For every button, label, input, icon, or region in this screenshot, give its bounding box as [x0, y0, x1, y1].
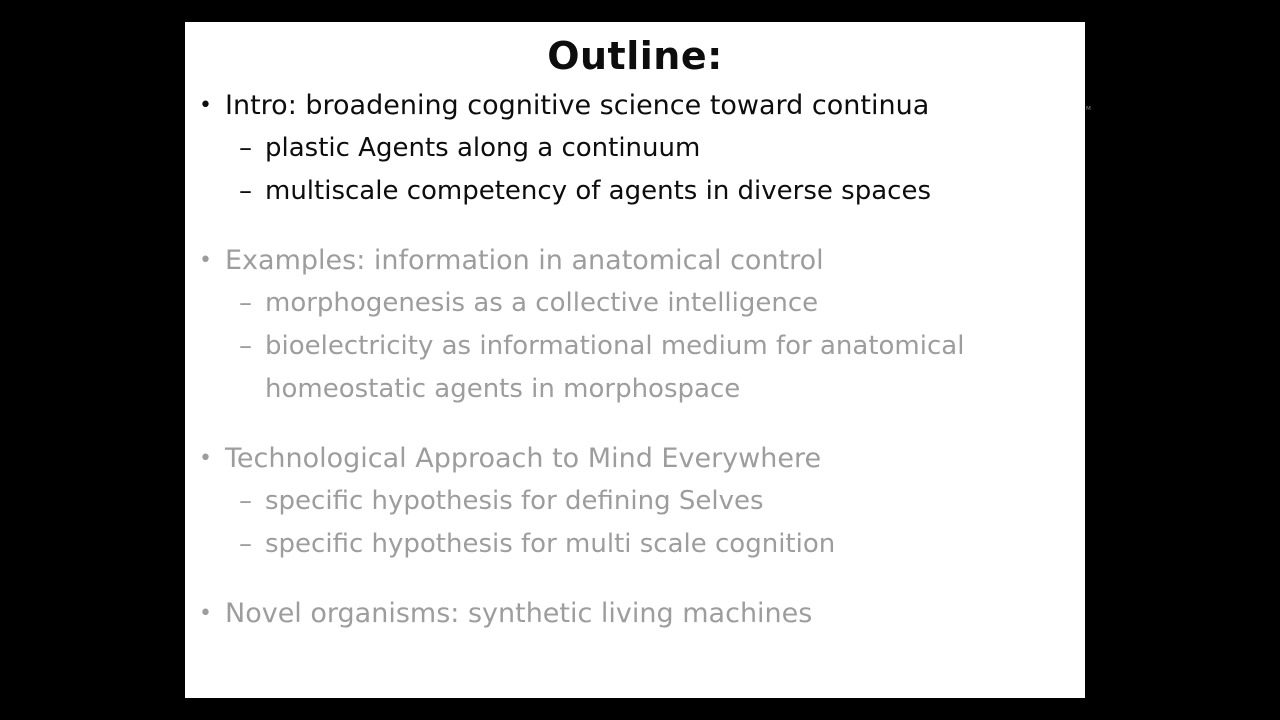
outline-sub-item-label: multiscale competency of agents in diverse spaces [265, 176, 931, 206]
outline-sub-item [239, 170, 1071, 213]
outline-heading [199, 239, 1071, 282]
outline-section-intro [199, 84, 1071, 213]
bullet-icon: • [199, 601, 212, 626]
bullet-icon: • [199, 93, 212, 118]
outline-sub-item-label: specific hypothesis for defining Selves [265, 486, 764, 516]
dash-icon: – [239, 486, 252, 516]
outline-sub-item [239, 523, 1071, 566]
dash-icon: – [239, 288, 252, 318]
outline-heading [199, 437, 1071, 480]
bullet-icon: • [199, 248, 212, 273]
outline-section-examples [199, 239, 1071, 411]
dash-icon: – [239, 331, 252, 361]
dash-icon: – [239, 133, 252, 163]
outline-sub-item-label: plastic Agents along a continuum [265, 133, 701, 163]
outline-heading [199, 592, 1071, 635]
outline-sub-item [239, 127, 1071, 170]
outline-heading [199, 84, 1071, 127]
outline-sub-item [239, 480, 1071, 523]
bullet-icon: • [199, 446, 212, 471]
presentation-slide [185, 22, 1085, 698]
outline-heading-label: Technological Approach to Mind Everywhere [225, 443, 822, 474]
outline-sub-item-label: bioelectricity as informational medium for anatomical homeostatic agents in morphospace [265, 331, 965, 404]
outline-sub-item-label: specific hypothesis for multi scale cognition [265, 529, 836, 559]
edge-glyph: ᴹ [1086, 106, 1091, 116]
dash-icon: – [239, 176, 252, 206]
outline-section-technological-approach [199, 437, 1071, 566]
outline-heading-label: Examples: information in anatomical control [225, 245, 824, 276]
outline-sub-item [239, 325, 1071, 411]
outline-heading-label: Novel organisms: synthetic living machines [225, 598, 813, 629]
outline-sub-item [239, 282, 1071, 325]
dash-icon: – [239, 529, 252, 559]
outline-sub-item-label: morphogenesis as a collective intelligence [265, 288, 819, 318]
slide-content [185, 84, 1085, 635]
outline-section-novel-organisms [199, 592, 1071, 635]
outline-heading-label: Intro: broadening cognitive science toward continua [225, 90, 930, 121]
slide-title: Outline: [547, 34, 723, 78]
